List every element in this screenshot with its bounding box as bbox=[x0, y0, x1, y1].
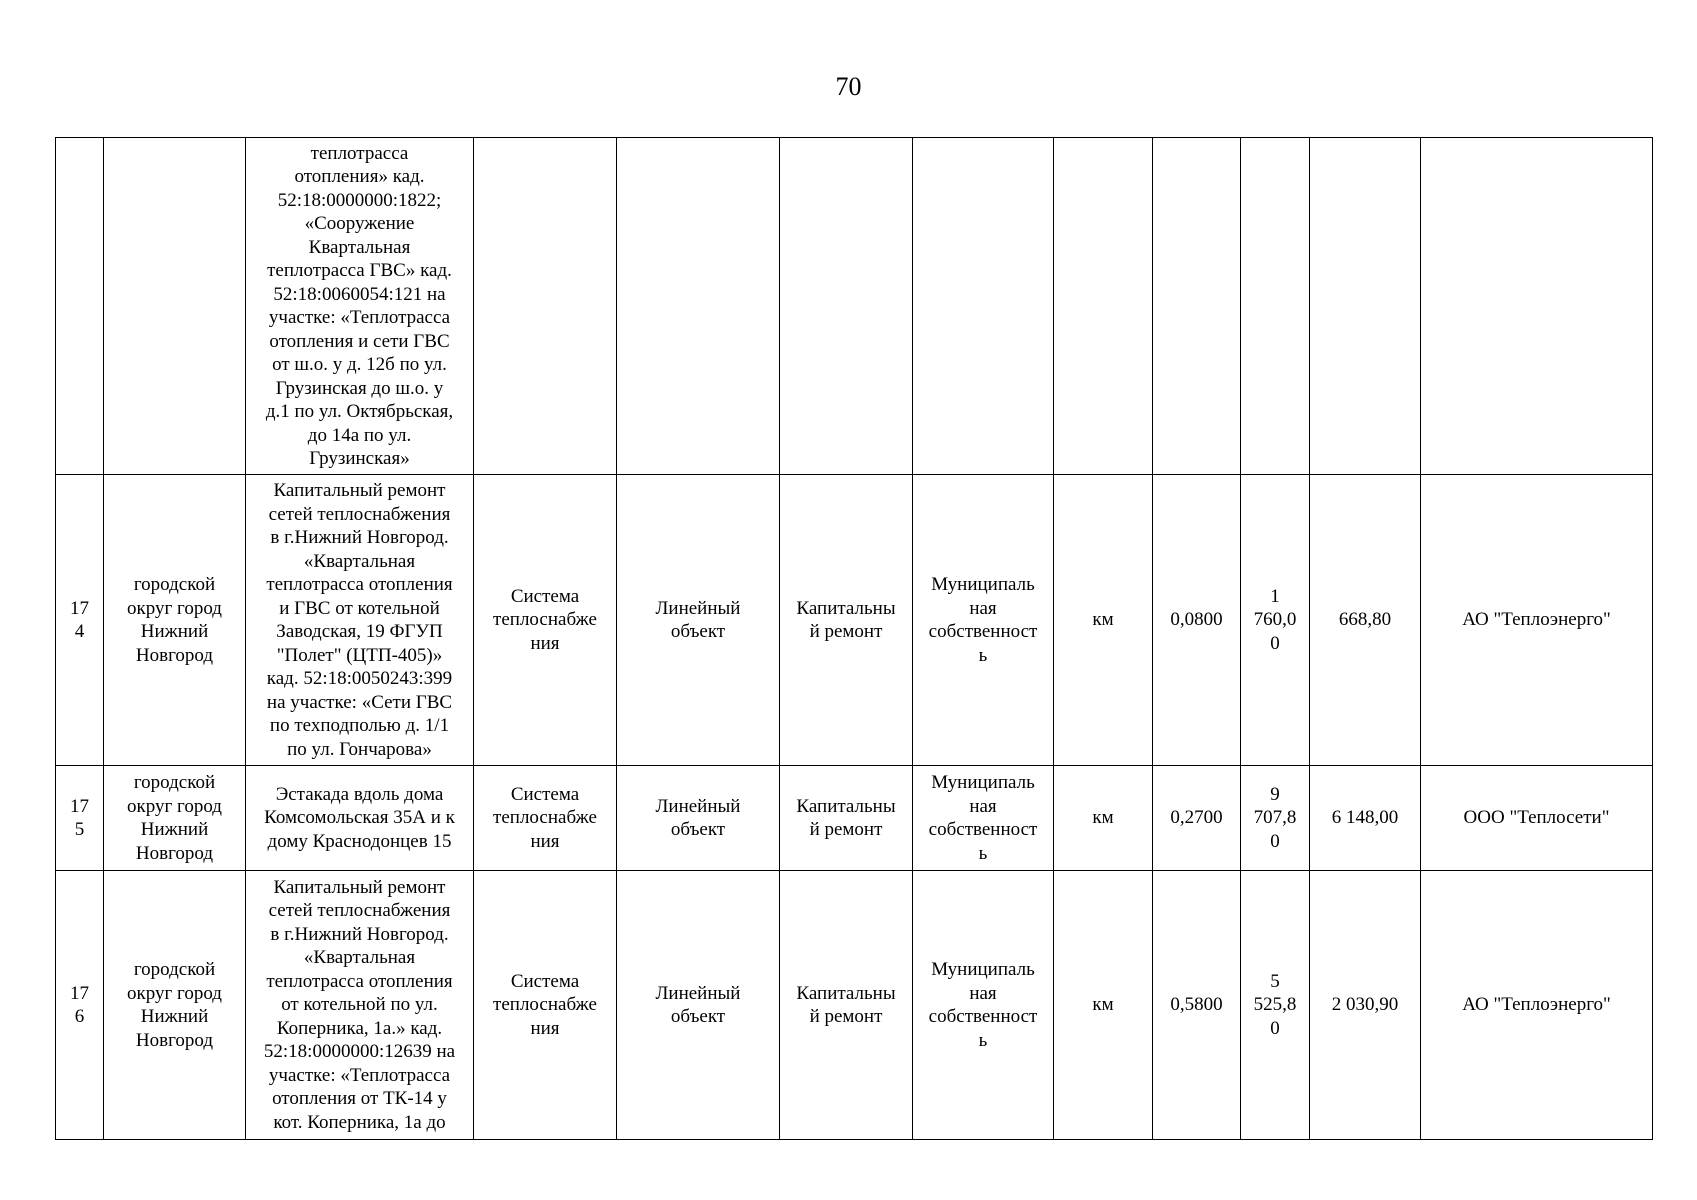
object-name-cell: теплотрасса отопления» кад. 52:18:0000000:1822; «Сооружение Квартальная теплотрасса ГВС» кад. 52:18:0060054:121 на участке: «Теплотрасса отопления и сети ГВС от ш.о. у д. 12б по ул. Грузинская до ш.о. у д.1 по ул. Октябрьская, до 14а по ул. Грузинская» bbox=[246, 138, 474, 475]
system-cell bbox=[474, 138, 617, 475]
cost-cell: 1 760,0 0 bbox=[1241, 475, 1310, 766]
object-type-cell bbox=[617, 138, 780, 475]
page-number: 70 bbox=[835, 72, 862, 101]
length-cell bbox=[1153, 138, 1241, 475]
amount-cell: 6 148,00 bbox=[1310, 766, 1421, 871]
work-type-cell: Капитальны й ремонт bbox=[780, 766, 913, 871]
table-row bbox=[56, 475, 1653, 766]
ownership-cell: Муниципаль ная собственност ь bbox=[913, 871, 1054, 1140]
system-cell: Система теплоснабже ния bbox=[474, 475, 617, 766]
system-cell: Система теплоснабже ния bbox=[474, 766, 617, 871]
length-cell: 0,0800 bbox=[1153, 475, 1241, 766]
unit-cell: км bbox=[1054, 871, 1153, 1140]
organization-cell: АО "Теплоэнерго" bbox=[1421, 871, 1653, 1140]
length-cell: 0,5800 bbox=[1153, 871, 1241, 1140]
ownership-cell: Муниципаль ная собственност ь bbox=[913, 766, 1054, 871]
system-cell: Система теплоснабже ния bbox=[474, 871, 617, 1140]
object-name-cell: Капитальный ремонт сетей теплоснабжения в г.Нижний Новгород. «Квартальная теплотрасса отопления и ГВС от котельной Заводская, 19 ФГУП "Полет" (ЦТП-405)» кад. 52:18:0050243:399 на участке: «Сети ГВС по техподполью д. 1/1 по ул. Гончарова» bbox=[246, 475, 474, 766]
territory-cell: городской округ город Нижний Новгород bbox=[104, 766, 246, 871]
organization-cell: ООО "Теплосети" bbox=[1421, 766, 1653, 871]
cost-cell bbox=[1241, 138, 1310, 475]
object-type-cell: Линейный объект bbox=[617, 871, 780, 1140]
unit-cell bbox=[1054, 138, 1153, 475]
object-type-cell: Линейный объект bbox=[617, 766, 780, 871]
unit-cell: км bbox=[1054, 475, 1153, 766]
ownership-cell bbox=[913, 138, 1054, 475]
row-number-cell: 17 5 bbox=[56, 766, 104, 871]
row-number-cell bbox=[56, 138, 104, 475]
data-table bbox=[55, 137, 1653, 1140]
object-name-cell: Эстакада вдоль дома Комсомольская 35А и к дому Краснодонцев 15 bbox=[246, 766, 474, 871]
territory-cell bbox=[104, 138, 246, 475]
table-row bbox=[56, 871, 1653, 1140]
cost-cell: 5 525,8 0 bbox=[1241, 871, 1310, 1140]
row-number-cell: 17 6 bbox=[56, 871, 104, 1140]
territory-cell: городской округ город Нижний Новгород bbox=[104, 475, 246, 766]
length-cell: 0,2700 bbox=[1153, 766, 1241, 871]
table-row bbox=[56, 766, 1653, 871]
ownership-cell: Муниципаль ная собственност ь bbox=[913, 475, 1054, 766]
cost-cell: 9 707,8 0 bbox=[1241, 766, 1310, 871]
work-type-cell: Капитальны й ремонт bbox=[780, 871, 913, 1140]
amount-cell: 668,80 bbox=[1310, 475, 1421, 766]
unit-cell: км bbox=[1054, 766, 1153, 871]
organization-cell: АО "Теплоэнерго" bbox=[1421, 475, 1653, 766]
territory-cell: городской округ город Нижний Новгород bbox=[104, 871, 246, 1140]
object-type-cell: Линейный объект bbox=[617, 475, 780, 766]
object-name-cell: Капитальный ремонт сетей теплоснабжения в г.Нижний Новгород. «Квартальная теплотрасса отопления от котельной по ул. Коперника, 1а.» кад. 52:18:0000000:12639 на участке: «Теплотрасса отопления от ТК-14 у кот. Коперника, 1а до bbox=[246, 871, 474, 1140]
work-type-cell: Капитальны й ремонт bbox=[780, 475, 913, 766]
amount-cell bbox=[1310, 138, 1421, 475]
row-number-cell: 17 4 bbox=[56, 475, 104, 766]
table-row-continuation bbox=[56, 138, 1653, 475]
amount-cell: 2 030,90 bbox=[1310, 871, 1421, 1140]
organization-cell bbox=[1421, 138, 1653, 475]
work-type-cell bbox=[780, 138, 913, 475]
